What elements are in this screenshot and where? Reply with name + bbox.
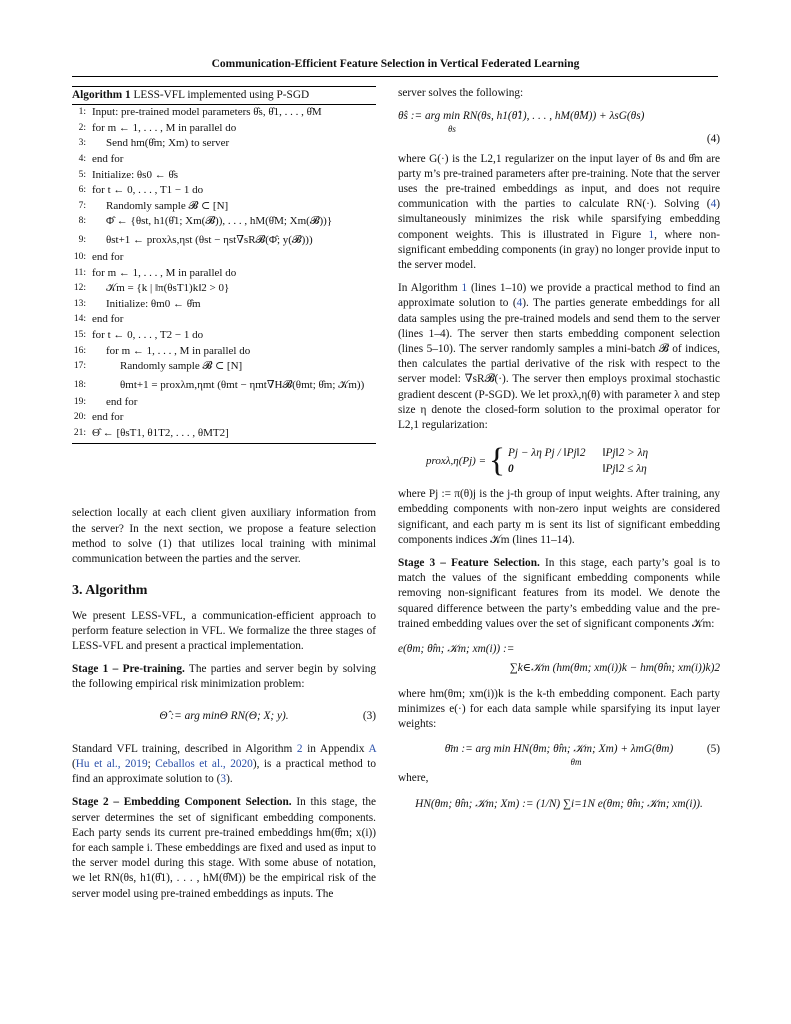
equation-5-argmin-var: θm xyxy=(570,757,582,768)
equation-e-line-2: ∑k∈𝒦m (hm(θm; xm(i))k − hm(θ̂m; xm(i))k)2 xyxy=(509,662,720,675)
paragraph-stage2: Stage 2 – Embedding Component Selection. In this stage, the server determines the set of significant embedding components. Each party sends its current pre-trained embeddings hm(θ̂m; x(i)) for each sample i. These embeddings are fixed and used as input to the server model during this stage. With some abuse of notation, we let RN(θs, h1(θ̂1), . . . , hM(θ̂M)) be the empirical risk of the server model using pre-trained embeddings as inputs. The xyxy=(72,796,376,900)
equation-e xyxy=(398,642,720,676)
ref-algorithm-1[interactable]: 1 xyxy=(461,282,468,295)
algo-line-7: 7: Randomly sample 𝓑 ⊂ [N] xyxy=(78,199,229,212)
equation-4-argmin-var: θs xyxy=(448,124,456,135)
prox-lhs: proxλ,η(Pj) = xyxy=(426,455,487,468)
algo-line-16: 16: for m ← 1, . . . , M in parallel do xyxy=(73,344,251,357)
left-column xyxy=(72,86,376,902)
prox-cases xyxy=(508,445,586,477)
header-rule xyxy=(72,76,718,77)
paragraph-where-g: where G(·) is the L2,1 regularizer on the input layer of θs and θ̂m are party m’s pre-trained parameters after pre-training. Note that the server uses the pre-trained embeddings as input, and does not require communication with the parties to calculate RN(·). Solving (4) simultaneously minimizes the risk while sparsifying embedding component weights. This is illustrated in Figure 1, where non-significant embedding components (in gray) no longer provide input to the server model. xyxy=(398,152,720,272)
algorithm-caption: LESS-VFL implemented using P-SGD xyxy=(130,89,310,101)
prox-case-2: 0 xyxy=(508,463,514,476)
algo-line-19: 19: end for xyxy=(73,395,138,408)
ref-algorithm-2[interactable]: 2 xyxy=(296,742,303,755)
paragraph-algorithm-desc: In Algorithm 1 (lines 1–10) we provide a practical method to find an approximate solution to (4). The parties generate embeddings for all data samples using the pre-trained models and send them to the server (lines 1–4). The server then starts embedding component selection (lines 5–10). The server randomly samples a mini-batch 𝓑 of indices, then calculates the partial derivative of the risk with respect to the server model: ∇sR𝓑(·). The server then employs proximal stochastic gradient descent (P-SGD). We let proxλ,η(θ) with parameter λ and step size η denote the closed-form solution to the proximal operator for L2,1 regularization: xyxy=(398,282,720,432)
cite-ceballos-2020[interactable]: Ceballos et al., 2020 xyxy=(155,757,253,770)
prox-case-1: Pj − λη Pj / ‖Pj‖2 xyxy=(508,447,586,460)
prox-brace: { xyxy=(488,442,506,480)
algo-line-17: 17: Randomly sample 𝓑 ⊂ [N] xyxy=(73,360,243,373)
algo-line-14: 14: end for xyxy=(73,313,124,326)
stage3-heading: Stage 3 – Feature Selection. xyxy=(398,557,540,570)
algo-line-8: 8: Φ̂ ← {θst, h1(θ̂1; Xm(𝓑)), . . . , hM(θ̂M; Xm(𝓑))} xyxy=(78,215,333,228)
algo-line-13: 13: Initialize: θm0 ← θ̂m xyxy=(73,297,201,310)
prox-conds xyxy=(602,445,648,477)
prox-cond-1: ‖Pj‖2 > λη xyxy=(602,447,649,460)
ref-eq-4[interactable]: 4 xyxy=(710,198,717,211)
paragraph-stage3: Stage 3 – Feature Selection. In this stage, each party’s goal is to match the values of the significant embedding components while removing non-significant features from its model. We denote the squared difference between the party’s embedding value and the pre-trained embedding values over the set of significant components 𝒦m: xyxy=(398,557,720,630)
paragraph-after-training: where Pj := π(θ)j is the j-th group of input weights. After training, any embedding components with non-zero input weights are considered significant, and each party m is sent its list of significant embedding components indices 𝒦m (lines 11–14). xyxy=(398,488,720,546)
equation-h: HN(θm; θ̂m; 𝒦m; Xm) := (1/N) ∑i=1N e(θm; θ̂m; 𝒦m; xm(i)). xyxy=(415,797,703,810)
algo-line-2: 2: for m ← 1, . . . , M in parallel do xyxy=(78,121,237,134)
algo-line-21: 21: Θ̂ ← [θsT1, θ1T2, . . . , θMT2] xyxy=(73,426,229,439)
algo-line-6: 6: for t ← 0, . . . , T1 − 1 do xyxy=(78,184,204,197)
section-title: 3. Algorithm xyxy=(72,583,148,599)
algo-line-9: 9: θst+1 ← proxλs,ηst (θst − ηst∇sR𝓑(Φ̂; y(𝓑))) xyxy=(78,233,313,246)
algorithm-title xyxy=(72,87,376,105)
algorithm-box xyxy=(72,86,376,444)
ref-figure-1[interactable]: 1 xyxy=(648,228,655,241)
right-column xyxy=(398,86,720,812)
running-header: Communication-Efficient Feature Selection in Vertical Federated Learning xyxy=(211,58,580,70)
stage1-heading: Stage 1 – Pre-training. xyxy=(72,663,185,676)
algorithm-label: Algorithm 1 xyxy=(72,89,131,101)
equation-5-tag: (5) xyxy=(706,743,720,756)
stage2-heading: Stage 2 – Embedding Component Selection. xyxy=(72,796,292,809)
algo-line-15: 15: for t ← 0, . . . , T2 − 1 do xyxy=(73,328,204,341)
algo-line-11: 11: for m ← 1, . . . , M in parallel do xyxy=(74,266,237,279)
ref-appendix-a[interactable]: A xyxy=(368,742,376,755)
cite-hu-2019[interactable]: Hu et al., 2019 xyxy=(75,757,148,770)
equation-5: θ̄m := arg min HN(θm; θ̂m; 𝒦m; Xm) + λmG(θm) (5) θm xyxy=(398,742,720,767)
equation-4-tag: (4) xyxy=(706,133,720,146)
prox-cond-2: ‖Pj‖2 ≤ λη xyxy=(602,463,647,476)
ref-eq-3[interactable]: 3 xyxy=(220,773,227,786)
algo-line-5: 5: Initialize: θs0 ← θ̂s xyxy=(78,168,178,181)
equation-e-line-1: e(θm; θ̂m; 𝒦m; xm(i)) := xyxy=(398,643,515,656)
equation-3: Θ̂ := arg minΘ RN(Θ; X; y). (3) xyxy=(72,709,376,724)
prox-equation xyxy=(426,442,720,480)
spacer xyxy=(72,444,376,506)
paragraph-selection: selection locally at each client given auxiliary information from the server? In the next section, we propose a feature selection method to solve (1) that utilizes local training with minimal communication between the parties and the server. xyxy=(72,507,376,566)
algo-line-12: 12: 𝒦m = {k | ‖π(θsT1)k‖2 > 0} xyxy=(73,282,230,295)
paragraph-where-h: where hm(θm; xm(i))k is the k-th embedding component. Each party minimizes e(·) for each data sample while sparsifying its input layer weights: xyxy=(398,687,720,730)
algo-line-20: 20: end for xyxy=(73,411,124,424)
equation-4: θ̂s := arg min RN(θs, h1(θ̂1), . . . , hM(θ̂M)) + λsG(θs) θs (4) xyxy=(398,109,720,147)
ref-eq-4b[interactable]: 4 xyxy=(516,297,523,310)
paragraph-intro: We present LESS-VFL, a communication-efficient approach to perform feature selection in VFL. We formalize the three stages of LESS-VFL and present a practical implementation. xyxy=(72,609,376,652)
algo-line-10: 10: end for xyxy=(73,250,124,263)
equation-3-tag: (3) xyxy=(362,709,376,722)
paragraph-server-solves: server solves the following: xyxy=(398,87,524,99)
paragraph-stage1: Stage 1 – Pre-training. The parties and server begin by solving the following empirical risk minimization problem: xyxy=(72,663,377,691)
algo-line-4: 4: end for xyxy=(78,152,124,165)
algo-line-1: 1: Input: pre-trained model parameters θ̂s, θ̂1, . . . , θ̂M xyxy=(78,106,322,119)
algo-line-3: 3: Send hm(θ̂m; Xm) to server xyxy=(78,137,230,150)
algo-line-18: 18: θmt+1 = proxλm,ηmt (θmt − ηmt∇H𝓑(θmt; θ̂m; 𝒦m)) xyxy=(73,378,365,391)
paragraph-where: where, xyxy=(398,772,429,785)
paragraph-standard-vfl: Standard VFL training, described in Algorithm 2 in Appendix A (Hu et al., 2019; Ceballos et al., 2020), is a practical method to find an approximate solution to (3). xyxy=(72,742,376,786)
